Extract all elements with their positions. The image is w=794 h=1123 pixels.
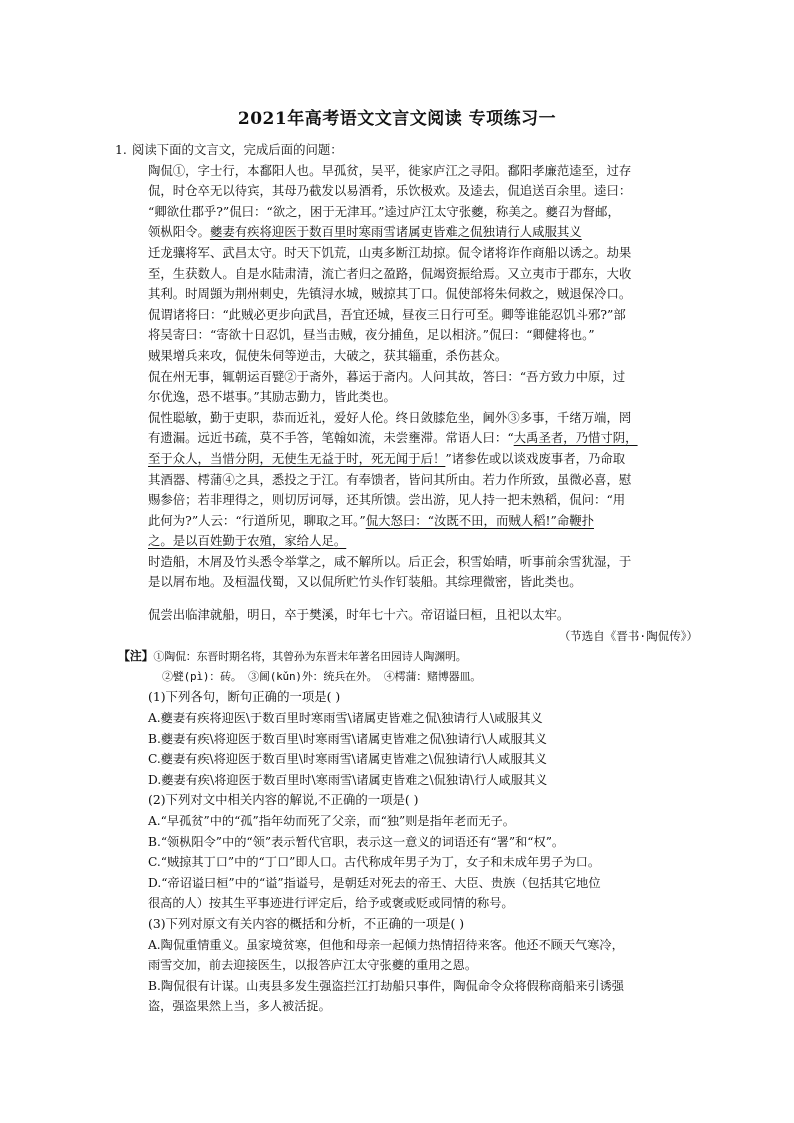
question-1-option: C.夔妻有疾\将迎医于数百里\时寒雨雪\诸属吏皆难之\侃独请行\人咸服其义 bbox=[148, 752, 547, 767]
question-number: 1. bbox=[115, 142, 127, 157]
question-3-option: A.陶侃重情重义。虽家境贫寒，但他和母亲一起倾力热情招待来客。他还不顾天气寒冷， bbox=[148, 937, 624, 952]
passage-text: 至，生获数人。自是水陆肃清，流亡者归之盈路，侃竭资振给焉。又立夷市于郡东，大收 bbox=[148, 265, 632, 281]
passage-line bbox=[148, 325, 698, 346]
passage-line bbox=[148, 552, 698, 573]
passage-text: 赐参倍；若非理得之，则切厉诃辱，还其所馈。尝出游，见人持一把未熟稻，侃问：“用 bbox=[148, 492, 626, 508]
passage-text: 侃，时仓卒无以待宾，其母乃截发以易酒肴，乐饮极欢。及逵去，侃追送百余里。逵曰： bbox=[148, 183, 632, 199]
question-3-option-cont: 盗，强盗果然上当，多人被活捉。 bbox=[148, 999, 331, 1014]
passage-line bbox=[148, 490, 698, 511]
passage-text: 侃谓诸将曰：“此贼必更步向武昌，吾宜还城，昼夜三日行可至。卿等谁能忍饥斗邪?”部 bbox=[148, 306, 626, 322]
question-2-option: C.“贼掠其丁口”中的“丁口”即人口。古代称成年男子为丁，女子和未成年男子为口。 bbox=[148, 855, 601, 870]
passage-text: 其酒器、樗蒲④之具，悉投之于江。有奉馈者，皆问其所由。若力作所致，虽微必喜，慰 bbox=[148, 471, 632, 487]
underlined-text: 之。是以百姓勤于农殖，家给人足。 bbox=[148, 533, 347, 549]
note-label: 【注】 bbox=[118, 649, 154, 664]
passage-line bbox=[148, 387, 698, 408]
passage-text: 是以屑布地。及桓温伐蜀，又以侃所贮竹头作钉装船。其综理微密，皆此类也。 bbox=[148, 574, 582, 590]
passage-line bbox=[148, 511, 698, 532]
passage-line bbox=[148, 264, 698, 285]
page-title: 2021年高考语文文言文阅读 专项练习一 bbox=[237, 109, 557, 129]
instruction-line bbox=[115, 140, 698, 161]
question-2-option: A.“早孤贫”中的“孤”指年幼而死了父亲，而“独”则是指年老而无子。 bbox=[148, 814, 515, 828]
passage-line bbox=[148, 408, 698, 429]
passage-end: 侃尝出临津就船，明日，卒于樊溪，时年七十六。帝诏谥曰桓，且祀以太牢。 bbox=[148, 607, 570, 623]
passage-text: 陶侃①，字士行，本鄱阳人也。早孤贫，吴平，徙家庐江之寻阳。鄱阳孝廉范逵至，过存 bbox=[148, 162, 632, 178]
underlined-text: 夔妻有疾将迎医于数百里时寒雨雪诸属吏皆难之侃独请行人咸服其义 bbox=[209, 224, 582, 240]
passage-line bbox=[148, 572, 698, 593]
question-1-option: D.夔妻有疾\将迎医于数百里时\寒雨雪\诸属吏皆难之\侃独请\行人咸服其义 bbox=[148, 772, 548, 787]
passage-text: 迁龙骧将军、武昌太守。时天下饥荒，山夷多断江劫掠。侃令诸将诈作商船以诱之。劫果 bbox=[148, 244, 632, 260]
question-block bbox=[115, 140, 698, 1017]
passage-text: “卿欲仕郡乎?”侃曰：“欲之，困于无津耳。”逵过庐江太守张夔，称美之。夔召为督邮， bbox=[148, 203, 620, 219]
annotation-line-2: ②甓(pì)：砖。 ③阃(kǔn)外：统兵在外。 ④樗蒲：赌博器皿。 bbox=[162, 669, 482, 683]
annotation-line-1 bbox=[118, 646, 698, 667]
question-2-option: D.“帝诏谥曰桓”中的“谥”指谥号，是朝廷对死去的帝王、大臣、贵族（包括其它地位 bbox=[148, 875, 601, 890]
question-1-option: A.夔妻有疾将迎医\于数百里时寒雨雪\诸属吏皆难之侃\独请行人\咸服其义 bbox=[148, 711, 543, 726]
question-2-option-cont: 很高的人）按其生平事迹进行评定后，给予或褒或贬或同情的称号。 bbox=[148, 896, 514, 911]
question-2-option: B.“领枞阳令”中的“领”表示暂代官职，表示这一意义的词语还有“署”和“权”。 bbox=[148, 834, 565, 849]
passage-text: ”诸参佐或以谈戏废事者，乃命取 bbox=[445, 450, 626, 466]
question-1-stem: (1)下列各句，断句正确的一项是( ) bbox=[148, 689, 341, 705]
question-1-option: B.夔妻有疾\将迎医于数百里\时寒雨雪\诸属吏皆难之侃\独请行\人咸服其义 bbox=[148, 731, 547, 746]
passage-line bbox=[148, 181, 698, 202]
question-3-option: B.陶侃很有计谋。山夷县多发生强盗拦江打劫船只事件，陶侃命令众将假称商船来引诱强 bbox=[148, 978, 624, 993]
passage-line bbox=[148, 202, 698, 223]
passage-line bbox=[148, 367, 698, 388]
note-1: ①陶侃：东晋时期名将，其曾孙为东晋末年著名田园诗人陶渊明。 bbox=[153, 650, 467, 664]
passage-line bbox=[148, 346, 698, 367]
passage-line bbox=[148, 284, 698, 305]
question-3-option-cont: 雨雪交加，前去迎接医生，以报答庐江太守张夔的重用之恩。 bbox=[148, 958, 478, 973]
passage-text: 尔优逸，恐不堪事。”其励志勤力，皆此类也。 bbox=[148, 389, 396, 405]
passage-text: 有遗漏。远近书疏，莫不手答，笔翰如流，未尝壅滞。常语人曰：“ bbox=[148, 430, 514, 446]
question-3-stem: (3)下列对原文有关内容的概括和分析，不正确的一项是( ) bbox=[148, 915, 465, 931]
passage-line bbox=[148, 449, 698, 470]
passage-line bbox=[148, 222, 698, 243]
passage-text: 贼果增兵来攻，侃使朱伺等逆击，大破之，获其辎重，杀伤甚众。 bbox=[148, 347, 508, 363]
underlined-text: 至于众人，当惜分阴，无使生无益于时，死无闻于后！ bbox=[148, 450, 446, 466]
source-citation: （节选自《晋书·陶侃传》） bbox=[558, 628, 698, 643]
passage-line bbox=[148, 161, 698, 182]
question-2-stem: (2)下列对文中相关内容的解说,不正确的一项是( ) bbox=[148, 792, 419, 808]
underlined-text: 大禹圣者，乃惜寸阴， bbox=[513, 430, 638, 446]
passage-line bbox=[148, 470, 698, 491]
passage bbox=[118, 161, 698, 593]
passage-line bbox=[148, 531, 698, 552]
passage-text: 侃性聪敏，勤于吏职，恭而近礼，爱好人伦。终日敛膝危坐，阃外③多事，千绪万端，罔 bbox=[148, 409, 632, 425]
passage-text: 将吴寄曰：“寄欲十日忍饥，昼当击贼，夜分捕鱼，足以相济。”侃曰：“卿健将也。” bbox=[148, 327, 595, 343]
underlined-text: 侃大怒曰：“汝既不田，而贼人稻!”命鞭扑 bbox=[365, 512, 594, 528]
instruction-text: 阅读下面的文言文，完成后面的问题： bbox=[132, 142, 343, 157]
passage-text: 侃在州无事，辄朝运百甓②于斋外，暮运于斋内。人问其故，答曰：“吾方致力中原，过 bbox=[148, 368, 626, 384]
passage-text: 其利。时周顗为荆州刺史，先镇浔水城，贼掠其丁口。侃使部将朱伺救之，贼退保冷口。 bbox=[148, 286, 632, 302]
passage-text: 此何为?”人云：“行道所见，聊取之耳。” bbox=[148, 512, 366, 528]
passage-line bbox=[148, 305, 698, 326]
passage-text: 时造船，木屑及竹头悉令举掌之，咸不解所以。后正会，积雪始晴，听事前余雪犹湿，于 bbox=[148, 553, 632, 569]
passage-line bbox=[148, 243, 698, 264]
passage-line bbox=[148, 428, 698, 449]
passage-text: 领枞阳令。 bbox=[148, 224, 210, 240]
